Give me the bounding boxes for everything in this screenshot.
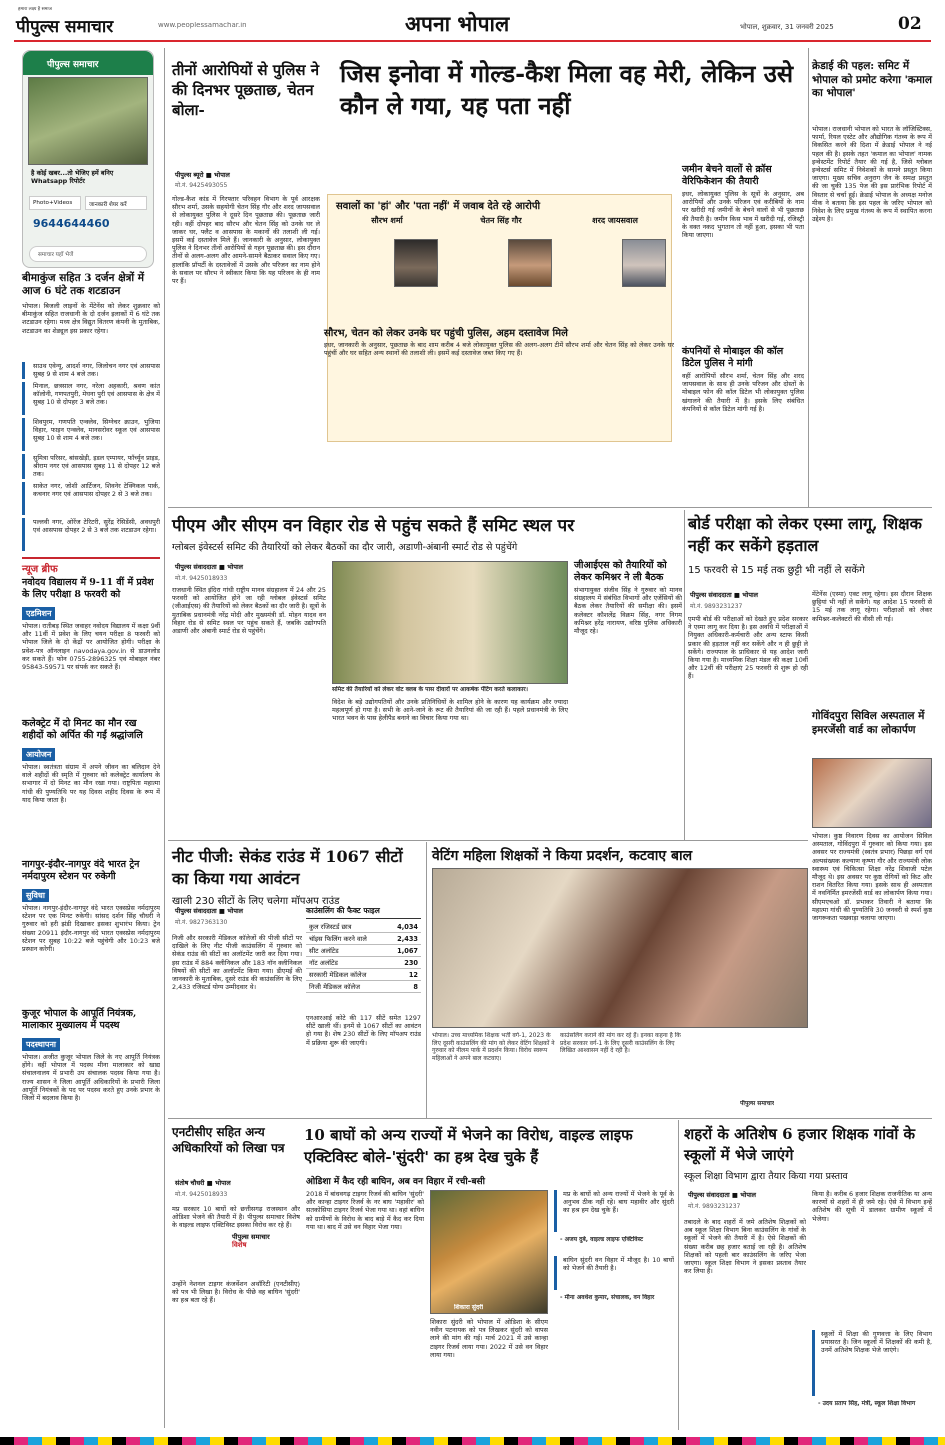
qa-col-name: सौरभ शर्मा (371, 216, 403, 225)
kujur-tag: पदस्थापना (22, 1038, 60, 1051)
neet-body-2: एनआरआई कोटे की 117 सीटें समेत 1297 सीटें खाली थीं। इनमें से 1067 सीटों का आवंटन हो गया है। शेष 230 सीटों के लिए मॉपअप राउंड में प्रक्रिया शुरू की जाएगी। (306, 1014, 421, 1047)
qa-subhead: सौरभ, चेतन को लेकर उनके घर पहुंची पुलिस, अहम दस्तावेज मिले (324, 328, 568, 339)
side1-body: इधर, लोकायुक्त पुलिस के सूत्रों के अनुसार, अब आरोपियों और उनके परिजन एवं करीबियों के नाम पर खरीदी गई जमीनों के बेचने वालों से भी पूछताछ की तैयारी है। जमीन किस भाव में खरीदी गई, रजिस्ट्री के वक्त नकद भुगतान तो नहीं हुआ, इसका भी पता किया जाएगा। (682, 190, 804, 240)
ad-text: है कोई खबर...तो भेजिए हमें बनिए Whatsapp रिपोर्टर (31, 169, 114, 185)
outage-body: भोपाल। बिजली लाइनों के मेंटेनेंस को लेकर शुक्रवार को बीमाकुंज सहित राजधानी के दो दर्जन इलाकों में 6 घंटे तक शटडाउन रहेगा। मध्य क्षेत्र विद्युत वितरण कंपनी के मुताबिक, शटडाउन का शेड्यूल इस प्रकार रहेगा। (22, 302, 160, 335)
teachers-quote-by: - उदय प्रताप सिंह, मंत्री, स्कूल शिक्षा विभाग (818, 1400, 916, 1407)
train-title: नागपुर-इंदौर-नागपुर वंदे भारत ट्रेन नर्मदापुरम स्टेशन पर रुकेगी (22, 859, 140, 882)
outage-list (22, 362, 160, 551)
sharad-photo (622, 239, 666, 287)
table-row (306, 921, 421, 933)
tiger-quote: मप्र के बाघों को अन्य राज्यों में भेजने के पूर्व के अनुभव ठीक नहीं रहे। बाघ महावीर और सुंदरी का हश्र हम देख चुके हैं। (554, 1190, 674, 1232)
table-cell-value: 4,034 (387, 921, 421, 933)
summit-mobile: मो.नं. 9425018933 (175, 575, 228, 582)
lead-kicker: तीनों आरोपियों से पुलिस ने की दिनभर पूछताछ, चेतन बोला- (172, 61, 320, 119)
newspaper-logo: पीपुल्स समाचार (16, 17, 114, 37)
section-rule (168, 1118, 932, 1119)
side2-title: कंपनियों से मोबाइल की कॉल डिटेल पुलिस ने मांगी (682, 346, 784, 369)
tiger-body: 2018 में बांधवगढ़ टाइगर रिजर्व की बाघिन 'सुंदरी' और कान्हा टाइगर रिजर्व के नर बाघ 'महावीर' को सतकोसिया टाइगर रिजर्व भेजा गया था। वहां बाघिन को ग्रामीणों के विरोध के बाद बाड़े में कैद कर दिया गया था। बाद में उसे वन विहार भेजा गया। (306, 1190, 424, 1231)
side1-title: जमीन बेचने वालों से क्रॉस वेरिफिकेशन की तैयारी (682, 164, 772, 187)
qa-col-chetan (446, 215, 556, 226)
neet-byline-name: पीपुल्स संवाददाता (175, 907, 217, 915)
ntca-body: मप्र सरकार 10 बाघों को छत्तीसगढ़ राजस्थान और ओडिशा भेजने की तैयारी में है। पीपुल्स समाचार विशेष के वाइल्ड लाइफ एक्टिविस्ट इसका विरोध कर रहे हैं। (172, 1205, 300, 1230)
neet-byline: पीपुल्स संवाददाता ■ भोपाल (175, 907, 243, 915)
board-body: एमपी बोर्ड की परीक्षाओं को देखते हुए प्रदेश सरकार ने एस्मा लागू कर दिया है। इस अवधि में परीक्षाओं में नियुक्त अधिकारी-कर्मचारी और अन्य स्टाफ किसी प्रकार की हड़ताल नहीं कर सकेंगे और न ही छुट्टी ले सकेंगे। राज्यपाल के प्राधिकार से यह आदेश जारी किया गया है। माध्यमिक शिक्षा मंडल की कक्षा 10वीं और 12वीं की परीक्षाएं 25 फरवरी से शुरू हो रही हैं। (688, 615, 808, 681)
left-column (22, 272, 160, 1151)
table-cell-value: 8 (387, 981, 421, 993)
outage-item: साकेत नगर, जोशी आर्टिजन, शिवनेर टेक्निकल पार्क, कचनार नगर एवं आसपास दोपहर 2 से 3 बजे तक। (22, 482, 160, 515)
dateline: भोपाल, शुक्रवार, 31 जनवरी 2025 (740, 23, 834, 31)
ad-phone[interactable]: 9644644460 (33, 217, 110, 230)
credai-body: भोपाल। राजधानी भोपाल को भारत के लॉजिस्टिक्स, फार्मा, रियल एस्टेट और औद्योगिक गंतव्य के रूप में विकसित करने की दिशा में क्रेडाई भोपाल ने नई पहल की है। इसके तहत 'कमाल का भोपाल' नामक इन्वेस्टमेंट रिपोर्ट तैयार की गई है, जिसे ग्लोबल इन्वेस्टर्स समिट में निवेशकों के सामने प्रस्तुत किया जाएगा। मुख्य सचिव अनुराग जैन के समक्ष प्रस्तुत की जा चुकी 135 पेज की इस प्रारंभिक रिपोर्ट में विस्तार से चर्चा हुई। क्रेडाई भोपाल के अध्यक्ष मनोज मीक ने बताया कि इस पहल के जरिए भोपाल को निवेश के लिए प्रमुख गंतव्य के रूप में स्थापित करना उद्देश्य है। (812, 125, 932, 224)
ad-footer[interactable] (29, 246, 147, 262)
ntca-byline-place: भोपाल (214, 1179, 231, 1187)
summit-body-2: विदेश के बड़े उद्योगपतियों और उनके प्रतिनिधियों के शामिल होने के कारण यह कार्यक्रम और ज्यादा महत्वपूर्ण हो गया है। सभी के आने-जाने के रूट की तैयारियां की जा रही हैं। पहले प्रधानमंत्री के लिए भारत भवन के पास हेलीपैड बनाने का विचार किया गया था। (332, 698, 568, 723)
outage-item: शिवपुरम, गणपति एन्क्लेव, सिग्नेचर क्राउन, भुजिया विहार, फाइन एन्क्लेव, मानसरोवर स्कूल एवं आसपास सुबह 10 से शाम 4 बजे तक। (22, 418, 160, 451)
summit-byline: पीपुल्स संवाददाता ■ भोपाल (175, 563, 243, 571)
train-tag: सुविधा (22, 889, 49, 902)
summit-byline-place: भोपाल (227, 563, 243, 571)
board-mobile: मो.नं. 9893231237 (690, 603, 743, 610)
protest-caption: भोपाल। उच्च माध्यमिक शिक्षक भर्ती वर्ग-1, 2023 के लिए दूसरी काउंसलिंग की मांग को लेकर वेटिंग शिक्षकों ने गुरुवार को नीलम पार्क में प्रदर्शन किया। विरोध स्वरूप महिलाओं ने अपने बाल कटवाए। (432, 1032, 555, 1062)
neet-deck: खाली 230 सीटों के लिए चलेगा मॉपअप राउंड (172, 896, 340, 907)
neet-headline: नीट पीजी: सेकंड राउंड में 1067 सीटों का किया गया आवंटन (172, 847, 403, 888)
summit-photo (332, 561, 568, 684)
qa-col-saurabh (332, 215, 442, 226)
lead-byline-place: भोपाल (214, 171, 230, 179)
logo-tagline: हमारा लक्ष्य है समाज (18, 7, 52, 12)
whatsapp-ad[interactable] (22, 50, 154, 268)
board-body-2: मेंटेनेंस (एस्मा) एक्ट लागू रहेगा। इस दौरान शिक्षक छुट्टियां भी नहीं ले सकेंगे। यह आदेश 15 फरवरी से 15 मई तक लागू रहेगा। परीक्षाओं को लेकर कमिश्नर-कलेक्टरों की वीसी ली गई। (812, 590, 932, 623)
neet-fact-table (306, 921, 421, 993)
column-rule (164, 48, 165, 1428)
summit-side-title: जीआईएस को तैयारियों को लेकर कमिश्नर ने ली बैठक (574, 560, 667, 583)
lead-mobile: मो.नं. 9425493055 (175, 182, 228, 189)
table-cell-label: चॉइस फिलिंग करने वाले (306, 933, 387, 945)
color-registration-strip (0, 1437, 945, 1445)
protest-credit: पीपुल्स समाचार (740, 1100, 775, 1107)
train-body: भोपाल। नागपुर-इंदौर-नागपुर वंदे भारत एक्सप्रेस नर्मदापुरम स्टेशन पर एक मिनट रुकेगी। सांसद दर्शन सिंह चौधरी ने गुरुवार को हरी झंडी दिखाकर इसका शुभारंभ किया। ट्रेन संख्या 20911 इंदौर-नागपुर वंदे भारत एक्सप्रेस नर्मदापुरम स्टेशन पर सुबह 10:22 बजे पहुंचेगी और 10:23 बजे प्रस्थान करेगी। (22, 904, 160, 954)
summit-side-body: संभागायुक्त संजीव सिंह ने गुरुवार को मानव संग्रहालय में संबंधित विभागों और एजेंसियों की बैठक लेकर तैयारियों की समीक्षा की। इसमें कलेक्टर कौशलेंद्र विक्रम सिंह, नगर निगम कमिश्नर हरेंद्र नारायण, वरिष्ठ पुलिस अधिकारी मौजूद रहे। (574, 586, 682, 636)
collector-title: कलेक्ट्रेट में दो मिनट का मौन रख शहीदों को अर्पित की गईं श्रद्धांजलि (22, 718, 143, 741)
tiger-quote-2: बाघिन सुंदरी वन विहार में मौजूद है। 10 बाघों को भेजने की तैयारी है। (554, 1256, 674, 1290)
teachers-byline: पीपुल्स संवाददाता ■ भोपाल (688, 1191, 756, 1199)
tiger-body-2: शिकारा सुंदरी को भोपाल में ओडिशा के सीएम नवीन पटनायक को पत्र लिखकर सुंदरी को वापस लाने की मांग की गई। मार्च 2021 में उसे कान्हा टाइगर रिजर्व लाया गया। 2022 में उसे वन विहार लाया गया। (430, 1318, 548, 1359)
section-title (405, 10, 509, 38)
table-row (306, 969, 421, 981)
ntca-tag (232, 1232, 300, 1250)
lead-body: गोल्ड-कैश कांड में गिरफ्तार परिवहन विभाग के पूर्व आरक्षक सौरभ शर्मा, उसके सहयोगी चेतन सिंह गौर और शरद जायसवाल से लोकायुक्त पुलिस ने दूसरे दिन पूछताछ की। पूछताछ जारी रही। वहीं दोपहर बाद सौरभ और चेतन सिंह को उनके घर ले जाकर घर, फ्लैट व आसपास के मकानों की तलाशी ली गई। इसमें कई दस्तावेज मिले हैं। जानकारी के अनुसार, लोकायुक्त पुलिस ने दिनभर तीनों आरोपियों से गहन पूछताछ की। इस दौरान तीनों से अलग-अलग और आमने-सामने बैठाकर सवाल किए गए। हालांकि प्रॉपर्टी के दस्तावेजों में उसके और परिजन का नाम होने के सवाल पर सौरभ ने स्वीकार किया कि यह परिजन के ही नाम पर हैं। (172, 195, 320, 286)
section-rule (168, 507, 932, 508)
tiger-quote-by: - अजय दुबे, वाइल्ड लाइफ एक्टिविस्ट (560, 1236, 643, 1243)
section-title-text: अपना भोपाल (405, 11, 510, 36)
tiger-caption: शिकारा सुंदरी (454, 1304, 484, 1311)
collector-tag: आयोजन (22, 748, 55, 761)
ad-brand: पीपुल्स समाचार (47, 60, 99, 70)
teachers-deck: स्कूल शिक्षा विभाग द्वारा तैयार किया गया प्रस्ताव (684, 1171, 848, 1182)
table-cell-label: सरकारी मेडिकल कॉलेज (306, 969, 387, 981)
ntca-byline-name: संतोष चौधरी (175, 1179, 205, 1187)
qa-col-name: चेतन सिंह गौर (480, 216, 522, 225)
table-cell-label: सीट अलॉटेड (306, 945, 387, 957)
ad-tab-photo[interactable]: Photo+Videos (29, 196, 81, 210)
teachers-body: तबादले के बाद शहरों में जमे अतिशेष शिक्षकों को अब स्कूल शिक्षा विभाग बिना काउंसलिंग के गांवों के स्कूलों में भेजने की तैयारी में है। ऐसे शिक्षकों की संख्या करीब छह हजार बताई जा रही है। अतिशेष शिक्षकों को पहली बार काउंसलिंग के जरिए भेजा जाएगा। स्कूल शिक्षा विभाग ने इसका प्रस्ताव तैयार कर लिया है। (684, 1218, 806, 1276)
table-cell-label: नॉट अलॉटेड (306, 957, 387, 969)
chetan-photo (508, 239, 552, 287)
protest-caption-2: काउंसलिंग कराने की मांग कर रहे हैं। इनका कहना है कि प्रदेश सरकार वर्ग-1 के लिए दूसरी काउंसलिंग के लिए लिखित आश्वासन नहीं दे रही है। (560, 1032, 681, 1055)
protest-photo (432, 868, 808, 1028)
table-row (306, 933, 421, 945)
page-number: 02 (898, 14, 922, 34)
table-cell-value: 2,433 (387, 933, 421, 945)
board-deck: 15 फरवरी से 15 मई तक छुट्टी भी नहीं ले सकेंगे (688, 565, 865, 576)
outage-title: बीमाकुंज सहित 3 दर्जन क्षेत्रों में आज 6 घंटे तक शटडाउन (22, 272, 145, 297)
ntca-headline: एनटीसीए सहित अन्य अधिकारियों को लिखा पत्र (172, 1125, 285, 1155)
credai-headline: क्रेडाई की पहल: समिट में भोपाल को प्रमोट करेगा 'कमाल का भोपाल' (812, 60, 932, 99)
saurabh-photo (394, 239, 438, 287)
table-cell-label: कुल रजिस्टर्ड छात्र (306, 921, 387, 933)
tiger-sub: ओडिशा में कैद रही बाघिन, अब वन विहार में रची-बसी (306, 1177, 485, 1187)
board-byline-name: पीपुल्स संवाददाता (690, 591, 732, 599)
lead-byline: पीपुल्स ब्यूरो ■ भोपाल (175, 171, 230, 179)
table-row (306, 957, 421, 969)
navodaya-title: नवोदय विद्यालय में 9-11 वीं में प्रवेश के लिए परीक्षा 8 फरवरी को (22, 577, 154, 600)
qa-box (324, 194, 674, 442)
lead-headline: जिस इनोवा में गोल्ड-कैश मिला वह मेरी, लेकिन उसे कौन ले गया, यह पता नहीं (340, 59, 794, 120)
summit-headline: पीएम और सीएम वन विहार रोड से पहुंच सकते हैं समिट स्थल पर (172, 516, 575, 536)
masthead (0, 0, 945, 42)
teachers-mobile: मो.नं. 9893231237 (688, 1203, 741, 1210)
teachers-byline-place: भोपाल (740, 1191, 756, 1199)
ad-footer-text: समाचार यहाँ भेजें (38, 252, 74, 258)
qa-col-name: शरद जायसवाल (592, 216, 638, 225)
hospital-headline: गोविंदपुरा सिविल अस्पताल में इमरजेंसी वार्ड का लोकार्पण (812, 710, 925, 736)
ad-photo (28, 77, 148, 165)
qa-title: सवालों का 'हां' और 'पता नहीं' में जवाब देते रहे आरोपी (336, 201, 541, 212)
column-rule (678, 1120, 679, 1430)
outage-item: मिनाल, छत्रसाल नगर, नरेला अहकारी, श्रवण कांत कॉलोनी, गणपतपुरी, मेघना पुरी एवं आसपास के क्षेत्र में सुबह 10 से दोपहर 3 बजे तक। (22, 382, 160, 415)
news-brief-label: न्यूज ब्रीफ (22, 557, 160, 575)
tiger-quote2-by: - मीना अवधेश कुमार, संचालक, वन विहार (560, 1294, 655, 1301)
board-byline-place: भोपाल (742, 591, 758, 599)
tiger-headline: 10 बाघों को अन्य राज्यों में भेजने का विरोध, वाइल्ड लाइफ एक्टिविस्ट बोले-'सुंदरी' का हश्र देख चुके हैं (304, 1126, 633, 1166)
neet-mobile: मो.नं. 9827363130 (175, 919, 228, 926)
teachers-headline: शहरों के अतिशेष 6 हजार शिक्षक गांवों के स्कूलों में भेजे जाएंगे (684, 1125, 916, 1164)
ntca-tag-special: विशेष (232, 1241, 247, 1249)
ntca-body-2: उन्होंने नेशनल टाइगर कंजर्वेशन अथॉरिटी (एनटीसीए) को पत्र भी लिखा है। विरोध के पीछे वह बाघिन 'सुंदरी' का हश्र बता रहे हैं। (172, 1280, 300, 1305)
ntca-tag-brand: पीपुल्स समाचार (232, 1233, 270, 1241)
kujur-body: भोपाल। अजीत कुजूर भोपाल जिले के नए आपूर्ति नियंत्रक होंगे। वहीं भोपाल में पदस्थ मीना मालाकार को खाद्य संचालनालय में प्रभारी उप संचालक पदस्थ किया गया है। राज्य शासन ने जिला आपूर्ति अधिकारियों के प्रभारी जिला आपूर्ति नियंत्रकों के पद पर पदस्थ करते हुए उनके प्रभार के जिलों में बदलाव किया है। (22, 1053, 160, 1103)
website-url[interactable]: www.peoplessamachar.in (158, 22, 247, 29)
outage-item: साउथ एवेन्यू, आदर्श नगर, जिलोचन नगर एवं आसपास सुबह 9 से शाम 4 बजे तक। (22, 362, 160, 379)
collector-body: भोपाल। स्वतंत्रता संग्राम में अपने जीवन का बलिदान देने वाले शहीदों की स्मृति में गुरुवार को कलेक्ट्रेट कार्यालय के सभागार में दो मिनट का मौन रखा गया। राष्ट्रपिता महात्मा गांधी की पुण्यतिथि पर यह दिवस शहीद दिवस के रूप में याद किया जाता है। (22, 763, 160, 804)
board-headline: बोर्ड परीक्षा को लेकर एस्मा लागू, शिक्षक नहीं कर सकेंगे हड़ताल (688, 514, 922, 555)
table-row (306, 981, 421, 993)
hospital-body: भोपाल। कुष्ठ निवारण दिवस का आयोजन सिविल अस्पताल, गोविंदपुरा में गुरुवार को किया गया। इस अवसर पर राज्यमंत्री (स्वतंत्र प्रभार) पिछड़ा वर्ग एवं अल्पसंख्यक कल्याण कृष्णा गौर और राज्यमंत्री लोक स्वास्थ्य एवं चिकित्सा शिक्षा नरेंद्र शिवाजी पटेल मौजूद थे। इस अवसर पर कुष्ठ रोगियों को किट और राशन वितरित किया गया। इसके साथ ही अस्पताल में नवनिर्मित इमरजेंसी वार्ड का लोकार्पण किया गया। सीएमएचओ डॉ. प्रभाकर तिवारी ने बताया कि महात्मा गांधी की पुण्यतिथि 30 जनवरी से स्पर्श कुष्ठ जागरूकता पखवाड़ा चलाया जाएगा। (812, 832, 932, 923)
qa-col-sharad (560, 215, 670, 226)
board-byline: पीपुल्स संवाददाता ■ भोपाल (690, 591, 758, 599)
table-cell-value: 230 (387, 957, 421, 969)
teachers-body-2: किया है। करीब 6 हजार शिक्षक राजनीतिक या अन्य कारणों से शहरों में ही जमे रहे। ऐसे में विभाग इन्हें अतिशेष की सूची में डालकर ग्रामीण स्कूलों में भेजेगा। (812, 1190, 932, 1223)
table-cell-label: निजी मेडिकल कॉलेज (306, 981, 387, 993)
neet-table-box (306, 906, 421, 1010)
outage-item: पल्लवी नगर, ओरेंज टेरिटरी, सुरेंद्र रेसिडेंसी, अवधपुरी एवं आसपास दोपहर 2 से 3 बजे तक शटडाउन रहेगा। (22, 518, 160, 551)
teachers-byline-name: पीपुल्स संवाददाता (688, 1191, 730, 1199)
summit-byline-name: पीपुल्स संवाददाता (175, 563, 217, 571)
table-cell-value: 12 (387, 969, 421, 981)
hospital-photo (812, 758, 932, 828)
protest-headline: वेटिंग महिला शिक्षकों ने किया प्रदर्शन, कटवाए बाल (432, 848, 693, 864)
summit-body: राजधानी स्थित इंदिरा गांधी राष्ट्रीय मानव संग्रहालय में 24 और 25 फरवरी को आयोजित होने जा रही ग्लोबल इंवेस्टर्स समिट (जीआईएस) की तैयारियों को लेकर बैठकों का दौर जारी है। सूत्रों के मुताबिक प्रधानमंत्री नरेंद्र मोदी और मुख्यमंत्री डॉ. मोहन यादव वन विहार रोड से समिट स्थल पर पहुंच सकते हैं, जबकि उद्योगपति अडाणी और अंबानी स्मार्ट रोड से पहुंचेंगे। (172, 586, 326, 636)
teachers-quote: स्कूलों में शिक्षा की गुणवत्ता के लिए विभाग प्रयासरत है। जिन स्कूलों में शिक्षकों की कमी है, उनमें अतिशेष शिक्षक भेजे जाएंगे। (812, 1330, 932, 1396)
section-rule (168, 840, 808, 841)
kujur-title: कुजूर भोपाल के आपूर्ति नियंत्रक, मालाकार मुख्यालय में पदस्थ (22, 1008, 137, 1031)
summit-deck: ग्लोबल इंवेस्टर्स समिट की तैयारियों को लेकर बैठकों का दौर जारी, अडाणी-अंबानी स्मार्ट रोड से पहुंचेंगे (172, 542, 518, 553)
neet-byline-place: भोपाल (227, 907, 243, 915)
neet-table-title: काउंसलिंग की फैक्ट फाइल (306, 906, 421, 919)
qa-sub-body: इधर, जानकारी के अनुसार, पूछताछ के बाद शाम करीब 4 बजे लोकायुक्त पुलिस की अलग-अलग टीमें सौरभ शर्मा और चेतन सिंह को लेकर उनके घर पहुंचीं और घर सहित अन्य स्थानों की तलाशी ली। इसमें कई दस्तावेज जब्त किए गए हैं। (324, 341, 674, 358)
masthead-rule (14, 40, 931, 42)
side2-body: वहीं आरोपियों सौरभ शर्मा, चेतन सिंह और शरद जायसवाल के साथ ही उनके परिजन और दोस्तों के मोबाइल फोन की कॉल डिटेल भी लोकायुक्त पुलिस खंगालने की तैयारी में है। इसके लिए संबंधित कंपनियों से कॉल डिटेल मांगी गई है। (682, 372, 804, 413)
outage-item: सुमित्रा परिसर, बांसखेड़ी, इडल एम्पायर, फॉर्च्यून प्राइड, श्रीराम नगर एवं आसपास सुबह 11 से दोपहर 12 बजे तक। (22, 454, 160, 479)
ntca-mobile: मो.नं. 9425018933 (175, 1191, 228, 1198)
table-cell-value: 1,067 (387, 945, 421, 957)
tiger-photo (430, 1190, 548, 1314)
neet-body: निजी और सरकारी मेडिकल कॉलेजों की पीजी सीटों पर दाखिले के लिए नीट पीजी काउंसलिंग में गुरुवार को सेकंड राउंड की सीटों का अलॉटमेंट जारी कर दिया गया। इस राउंड में 884 क्लीनिकल और 183 नॉन क्लीनिकल विषयों की सीटों का अलॉटमेंट किया गया। डीएमई की जानकारी के मुताबिक, दूसरे राउंड की काउंसलिंग के लिए 2,433 रजिस्टर्ड योग्य उम्मीदवार थे। (172, 934, 302, 992)
column-rule (684, 510, 685, 840)
ad-tab-share[interactable]: जानकारी शेयर करें (85, 196, 147, 210)
table-row (306, 945, 421, 957)
lead-byline-name: पीपुल्स ब्यूरो (175, 171, 204, 179)
navodaya-body: भोपाल। रातीबड़ स्थित जवाहर नवोदय विद्यालय में कक्षा 9वीं और 11वीं में प्रवेश के लिए चयन परीक्षा 8 फरवरी को भोपाल जिले के दो केंद्रों पर आयोजित होगी। परीक्षा के प्रवेश-पत्र ऑनलाइन navodaya.gov.in से डाउनलोड कर सकते हैं। फोन 0755-2896325 एवं मोबाइल नंबर 95843-59571 पर संपर्क कर सकते हैं। (22, 622, 160, 672)
column-rule (426, 842, 427, 1118)
column-rule (808, 48, 809, 508)
navodaya-tag: एडमिशन (22, 607, 55, 620)
summit-caption: समिट की तैयारियों को लेकर वोट क्लब के पास दीवारों पर आकर्षक पेंटिंग करते कलाकार। (332, 686, 529, 693)
ntca-byline: संतोष चौधरी ■ भोपाल (175, 1179, 231, 1187)
